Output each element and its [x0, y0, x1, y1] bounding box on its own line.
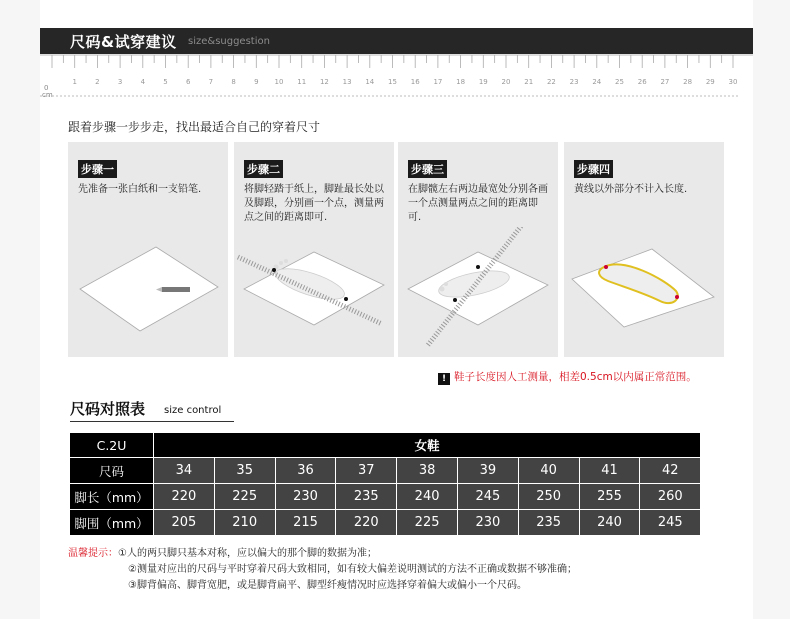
ruler-number: 2 — [95, 78, 100, 86]
warning-text: 鞋子长度因人工测量，相差0.5cm以内属正常范围。 — [454, 371, 697, 383]
step-1-card — [68, 142, 228, 357]
table-cell: 235 — [336, 484, 397, 510]
size-guide-page — [40, 0, 753, 619]
table-cell: 240 — [579, 510, 640, 536]
table-cell: 41 — [579, 458, 640, 484]
table-cell: 225 — [214, 484, 275, 510]
tip-line-3 — [68, 578, 577, 594]
ruler-number: 12 — [319, 78, 329, 86]
step-1-tag: 步骤一 — [78, 160, 117, 178]
step-1-desc: 先准备一张白纸和一支铅笔. — [78, 184, 202, 195]
table-cell: 225 — [397, 510, 458, 536]
table-cell: 34 — [154, 458, 215, 484]
ruler-number: 17 — [433, 78, 443, 86]
table-cell: 255 — [579, 484, 640, 510]
step-3-desc: 在脚髋左右两边最宽处分别各画一个点测量两点之间的距离即可. — [408, 184, 548, 223]
ruler-number: 26 — [637, 78, 647, 86]
step-4-desc: 黄线以外部分不计入长度. — [574, 184, 688, 195]
table-cell: 230 — [457, 510, 518, 536]
table-cell: 215 — [275, 510, 336, 536]
ruler-number: 3 — [117, 78, 123, 86]
measurement-warning — [438, 369, 697, 385]
step-4-tag: 步骤四 — [574, 160, 613, 178]
table-cell: 230 — [275, 484, 336, 510]
tips — [68, 546, 577, 594]
ruler-number: 4 — [140, 78, 146, 86]
ruler — [40, 54, 753, 98]
size-control-title: 尺码对照表 — [70, 400, 146, 418]
table-row — [70, 458, 701, 484]
step-2-tag: 步骤二 — [244, 160, 283, 178]
table-cell: 39 — [457, 458, 518, 484]
ruler-number: 1 — [72, 78, 77, 86]
table-corner: C.2U — [70, 433, 154, 458]
paper-pencil-illustration — [68, 227, 228, 357]
tip-text: ③脚背偏高、脚背宽肥，或是脚背扁平、脚型纤瘦情况时应选择穿着偏大或偏小一个尺码。 — [128, 580, 527, 591]
intro-text: 跟着步骤一步步走，找出最适合自己的穿着尺寸 — [68, 120, 321, 134]
table-cell: 35 — [214, 458, 275, 484]
table-cell: 38 — [397, 458, 458, 484]
ruler-number: 11 — [297, 78, 307, 86]
header-subtitle: size&suggestion — [188, 36, 270, 47]
table-cell: 245 — [457, 484, 518, 510]
size-control-underline — [70, 421, 234, 422]
ruler-zero-label: 0 — [44, 84, 49, 92]
tip-text: ②测量对应出的尺码与平时穿着尺码大致相同，如有较大偏差说明测试的方法不正确或数据不够准确； — [128, 564, 577, 575]
step-2-card — [234, 142, 394, 357]
table-cell: 210 — [214, 510, 275, 536]
ruler-unit-label: cm — [42, 91, 53, 99]
ruler-number: 23 — [569, 78, 579, 86]
ruler-number: 18 — [456, 78, 466, 86]
ruler-number: 14 — [365, 78, 375, 86]
table-cell: 235 — [518, 510, 579, 536]
header-title: 尺码&试穿建议 — [70, 33, 177, 51]
row-label: 脚围（mm） — [70, 510, 154, 536]
ruler-number: 27 — [660, 78, 670, 86]
ruler-number: 25 — [615, 78, 624, 86]
table-group-header: 女鞋 — [154, 433, 701, 458]
table-cell: 36 — [275, 458, 336, 484]
ruler-number: 6 — [185, 78, 191, 86]
table-cell: 42 — [640, 458, 701, 484]
table-cell: 220 — [336, 510, 397, 536]
size-control-subtitle: size control — [164, 405, 222, 416]
table-cell: 240 — [397, 484, 458, 510]
ruler-number: 19 — [478, 78, 488, 86]
ruler-number: 8 — [231, 78, 236, 86]
tip-text: ①人的两只脚只基本对称，应以偏大的那个脚的数据为准； — [118, 548, 377, 559]
ruler-number: 16 — [410, 78, 420, 86]
ruler-number: 29 — [705, 78, 715, 86]
ruler-number: 28 — [683, 78, 693, 86]
table-header-row — [70, 433, 701, 458]
step-4-card — [564, 142, 724, 357]
step-3-card — [398, 142, 558, 357]
table-cell: 205 — [154, 510, 215, 536]
foot-length-illustration — [234, 227, 394, 357]
table-row — [70, 484, 701, 510]
step-3-tag: 步骤三 — [408, 160, 447, 178]
ruler-number: 22 — [546, 78, 556, 86]
table-cell: 220 — [154, 484, 215, 510]
step-2-desc: 将脚轻踏于纸上，脚趾最长处以及脚跟，分别画一个点，测量两点之间的距离即可. — [244, 184, 384, 223]
size-table — [69, 432, 701, 536]
tip-line-2 — [68, 562, 577, 578]
foot-outline-illustration — [564, 227, 724, 357]
row-label: 脚长（mm） — [70, 484, 154, 510]
table-row — [70, 510, 701, 536]
table-cell: 250 — [518, 484, 579, 510]
table-cell: 37 — [336, 458, 397, 484]
tip-line-1 — [68, 546, 577, 562]
ruler-number: 7 — [208, 78, 214, 86]
ruler-graphic — [40, 54, 753, 98]
ruler-number: 21 — [524, 78, 534, 86]
ruler-number: 13 — [342, 78, 352, 86]
foot-width-illustration — [398, 227, 558, 357]
warning-icon: ! — [438, 373, 450, 385]
table-cell: 40 — [518, 458, 579, 484]
ruler-number: 15 — [388, 78, 397, 86]
ruler-number: 10 — [274, 78, 284, 86]
section-header — [40, 28, 753, 54]
ruler-number: 5 — [163, 78, 168, 86]
table-cell: 260 — [640, 484, 701, 510]
ruler-number: 24 — [592, 78, 602, 86]
tips-label: 温馨提示： — [68, 548, 118, 559]
row-label: 尺码 — [70, 458, 154, 484]
ruler-number: 9 — [254, 78, 259, 86]
table-cell: 245 — [640, 510, 701, 536]
ruler-number: 20 — [501, 78, 511, 86]
ruler-number: 30 — [728, 78, 738, 86]
